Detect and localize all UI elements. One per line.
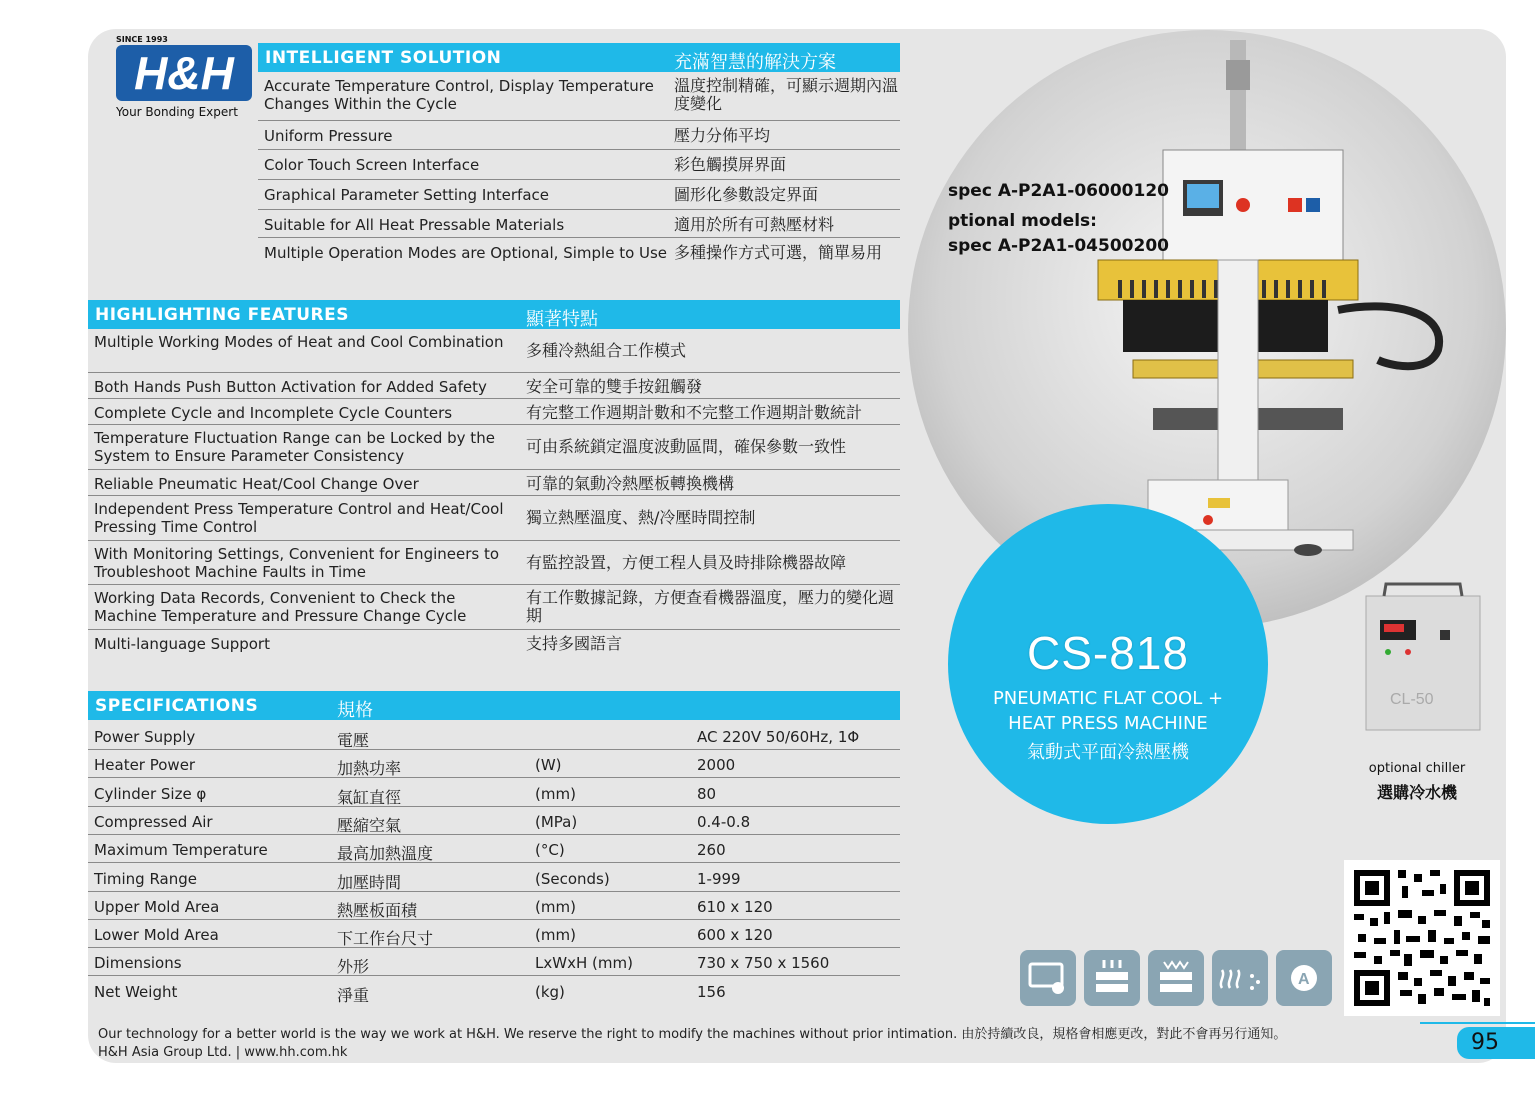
spec-unit: (mm) [535,784,576,803]
spec-row [88,977,900,1005]
spec-label-zh: 氣缸直徑 [337,787,402,807]
highlight-text-en: With Monitoring Settings, Convenient for Engineers to Troubleshoot Machine Faults in Time [94,545,500,581]
spec-unit: (mm) [535,897,576,916]
chiller-image [1364,580,1482,732]
spec-label-en: Cylinder Size φ [94,784,207,803]
feature-text-en: Color Touch Screen Interface [264,156,480,174]
spec-row [88,948,900,976]
spec-label-zh: 壓縮空氣 [337,815,402,835]
feature-row [258,180,900,210]
highlight-text-zh: 可靠的氣動冷熱壓板轉換機構 [526,474,735,493]
spec-unit: (Seconds) [535,869,610,888]
spec-label-zh: 加熱功率 [337,759,402,779]
highlight-text-zh: 安全可靠的雙手按鈕觸發 [526,377,703,396]
intelligent-solution-header [258,43,900,72]
page-number: 95 [1457,1027,1535,1059]
spec-label-en: Lower Mold Area [94,926,219,945]
feature-text-zh: 圖形化參數設定界面 [674,185,819,204]
spec-value: 730 x 750 x 1560 [697,954,830,973]
heat-press-icon [1084,950,1140,1006]
spec-code-1: spec A-P2A1-06000120 [948,181,1169,201]
spec-code-2: spec A-P2A1-04500200 [948,236,1169,256]
section-title-zh: 充滿智慧的解決方案 [674,52,836,73]
feature-text-zh: 壓力分佈平均 [674,126,771,145]
section-title-en: SPECIFICATIONS [95,696,259,716]
specifications-header [88,691,900,720]
footer [98,1026,1286,1062]
section-title-zh: 規格 [337,700,373,721]
spec-value: 0.4-0.8 [697,812,751,831]
spec-unit: (°C) [535,841,565,860]
spec-label-en: Power Supply [94,728,196,746]
spec-label-en: Upper Mold Area [94,897,220,916]
section-title-zh: 顯著特點 [526,309,598,330]
spec-value: 156 [697,982,726,1001]
spec-label-en: Compressed Air [94,812,213,831]
highlight-text-zh: 獨立熱壓溫度、熱/冷壓時間控制 [526,508,756,527]
optional-models-label: ptional models: [948,211,1097,231]
spec-label-en: Maximum Temperature [94,841,268,860]
feature-text-en: Graphical Parameter Setting Interface [264,186,549,204]
spec-unit: (kg) [535,982,565,1001]
highlight-text-en: Working Data Records, Convenient to Check the Machine Temperature and Pressure Change Cycle [94,589,467,625]
spec-label-zh: 熱壓板面積 [337,900,418,920]
spec-row [88,892,900,920]
spec-value: 600 x 120 [697,926,773,945]
qr-code-icon [1344,860,1500,1016]
model-subtitle-zh: 氣動式平面冷熱壓機 [1027,742,1189,763]
since-label: SINCE 1993 [116,35,168,44]
highlight-text-en: Multiple Working Modes of Heat and Cool Combination [94,333,504,351]
brand-logo [116,35,256,121]
spec-label-en: Timing Range [94,869,197,888]
feature-row [258,72,900,121]
logo-mark: H&H [116,45,252,101]
feature-text-en: Accurate Temperature Control, Display Temperature Changes Within the Cycle [264,77,654,113]
highlight-text-en: Complete Cycle and Incomplete Cycle Counters [94,404,453,422]
logo-slogan: Your Bonding Expert [116,105,238,119]
spec-value: 260 [697,841,726,860]
highlight-text-zh: 多種冷熱組合工作模式 [526,341,687,360]
spec-label-zh: 加壓時間 [337,872,402,892]
model-subtitle-line2: HEAT PRESS MACHINE [1008,713,1208,734]
highlight-text-zh: 有工作數據記錄，方便查看機器溫度，壓力的變化週期 [526,588,895,625]
spec-row [88,835,900,863]
svg-text:A: A [1298,971,1310,988]
feature-row [258,150,900,180]
feature-row [258,238,900,268]
spec-unit: (MPa) [535,812,578,831]
spec-label-zh: 最高加熱溫度 [337,844,434,864]
spec-label-zh: 電壓 [337,731,370,750]
highlight-text-en: Both Hands Push Button Activation for Added Safety [94,378,487,396]
highlight-text-zh: 支持多國語言 [526,634,623,653]
spec-row [88,779,900,807]
spec-label-en: Net Weight [94,982,178,1001]
feature-text-zh: 多種操作方式可選，簡單易用 [674,243,883,262]
spec-value: 1-999 [697,869,741,888]
chiller-caption-zh: 選購冷水機 [1376,783,1457,802]
auto-mode-icon [1276,950,1332,1006]
feature-text-zh: 溫度控制精確，可顯示週期內溫度變化 [674,76,899,113]
feature-row [258,210,900,238]
spec-label-zh: 淨重 [337,985,370,1005]
highlight-row [88,541,900,585]
spec-value: 80 [697,784,717,803]
highlight-text-en: Independent Press Temperature Control and Heat/Cool Pressing Time Control [94,500,504,536]
spec-row [88,807,900,835]
page-divider [1420,1022,1535,1024]
spec-row [88,920,900,948]
touch-screen-icon [1020,950,1076,1006]
spec-row [88,722,900,750]
spec-unit: LxWxH (mm) [535,954,633,973]
spec-row [88,750,900,778]
feature-text-zh: 適用於所有可熱壓材料 [674,215,835,234]
footer-disclaimer: Our technology for a better world is the way we work at H&H. We reserve the right to modify the machines without prior intimation. 由於持續改良，規格會相應更改，對此不會再另行通知。 [98,1027,1287,1042]
spec-value: 610 x 120 [697,897,773,916]
highlight-row [88,399,900,425]
model-subtitle-line1: PNEUMATIC FLAT COOL + [992,688,1224,709]
highlighting-features-header [88,300,900,329]
highlight-text-zh: 有監控設置，方便工程人員及時排除機器故障 [526,553,847,572]
highlight-row [88,496,900,541]
feature-text-en: Multiple Operation Modes are Optional, Simple to Use [264,244,668,262]
chiller-model-label: CL-50 [1390,691,1434,708]
qr-code[interactable] [1344,860,1500,1016]
feature-text-en: Suitable for All Heat Pressable Materials [264,216,565,234]
highlight-text-zh: 有完整工作週期計數和不完整工作週期計數統計 [526,403,863,422]
highlight-row [88,470,900,496]
spec-label-zh: 外形 [337,957,370,977]
highlight-text-en: Multi-language Support [94,635,270,653]
heat-cool-icon [1212,950,1268,1006]
cool-press-icon [1148,950,1204,1006]
highlight-text-zh: 可由系統鎖定溫度波動區間，確保參數一致性 [526,437,847,456]
spec-unit: (W) [535,756,562,775]
chiller-caption-en: optional chiller [1368,761,1466,776]
model-number: CS-818 [1027,627,1189,679]
feature-text-zh: 彩色觸摸屏界面 [674,155,787,174]
spec-value: AC 220V 50/60Hz, 1Φ [697,728,860,746]
highlight-text-en: Reliable Pneumatic Heat/Cool Change Over [94,475,419,493]
spec-row [88,864,900,892]
spec-value: 2000 [697,756,736,775]
highlight-row [88,329,900,373]
highlight-row [88,373,900,399]
spec-unit: (mm) [535,926,576,945]
highlight-row [88,425,900,470]
highlight-row [88,630,900,658]
feature-row [258,121,900,150]
highlight-text-en: Temperature Fluctuation Range can be Locked by the System to Ensure Parameter Consistency [94,429,495,465]
section-title-en: INTELLIGENT SOLUTION [265,48,502,68]
section-title-en: HIGHLIGHTING FEATURES [95,305,350,325]
spec-label-en: Dimensions [94,954,182,973]
feature-text-en: Uniform Pressure [264,127,393,145]
spec-label-en: Heater Power [94,756,196,775]
spec-label-zh: 下工作台尺寸 [337,929,434,949]
highlight-row [88,585,900,630]
footer-company[interactable]: H&H Asia Group Ltd. | www.hh.com.hk [98,1045,348,1060]
